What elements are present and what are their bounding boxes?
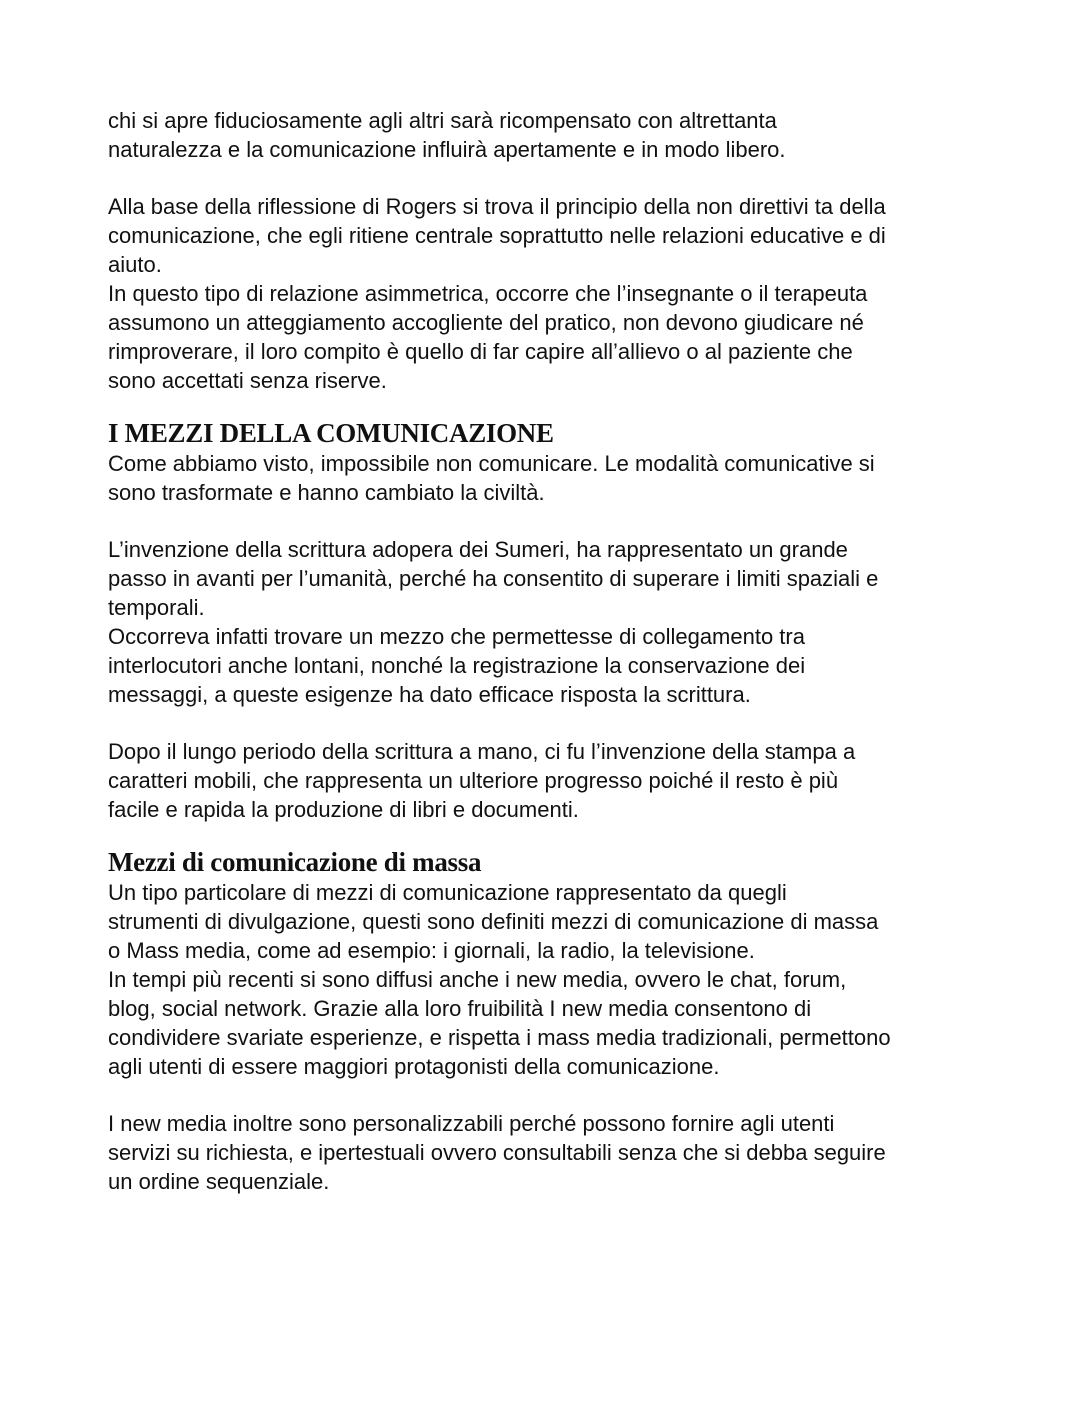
document-page [108,106,988,1196]
paragraph-section2-2: I new media inoltre sono personalizzabili perché possono fornire agli utenti servizi su richiesta, e ipertestuali ovvero consultabili senza che si debba seguire un ordine sequenziale. [108,1111,886,1194]
section-heading-mezzi-comunicazione: I MEZZI DELLA COMUNICAZIONE [108,418,554,448]
paragraph-intro-2: Alla base della riflessione di Rogers si trova il principio della non direttivi ta della comunicazione, che egli ritiene centrale soprattutto nelle relazioni educative e di aiuto. In questo tipo di relazione asimmetrica, occorre che l’insegnante o il terapeuta assumono un atteggiamento accogliente del pratico, non devono giudicare né rimproverare, il loro compito è quello di far capire all’allievo o al paziente che sono accettati senza riserve. [108,194,886,393]
paragraph-section1-3: Dopo il lungo periodo della scrittura a mano, ci fu l’invenzione della stampa a caratteri mobili, che rappresenta un ulteriore progresso poiché il resto è più facile e rapida la produzione di libri e documenti. [108,739,856,822]
paragraph-section2-1: Un tipo particolare di mezzi di comunicazione rappresentato da quegli strumenti di divulgazione, questi sono definiti mezzi di comunicazione di massa o Mass media, come ad esempio: i giornali, la radio, la televisione. In tempi più recenti si sono diffusi anche i new media, ovvero le chat, forum, blog, social network. Grazie alla loro fruibilità I new media consentono di condividere svariate esperienze, e rispetta i mass media tradizionali, permettono agli utenti di essere maggiori protagonisti della comunicazione. [108,880,891,1079]
paragraph-intro-1: chi si apre fiduciosamente agli altri sarà ricompensato con altrettanta naturalezza e la comunicazione influirà apertamente e in modo libero. [108,108,786,162]
paragraph-section1-1: Come abbiamo visto, impossibile non comunicare. Le modalità comunicative si sono trasformate e hanno cambiato la civiltà. [108,451,875,505]
section-heading-mass-media: Mezzi di comunicazione di massa [108,847,482,877]
paragraph-section1-2: L’invenzione della scrittura adopera dei Sumeri, ha rappresentato un grande passo in avanti per l’umanità, perché ha consentito di superare i limiti spaziali e temporali. Occorreva infatti trovare un mezzo che permettesse di collegamento tra interlocutori anche lontani, nonché la registrazione la conservazione dei messaggi, a queste esigenze ha dato efficace risposta la scrittura. [108,537,879,707]
